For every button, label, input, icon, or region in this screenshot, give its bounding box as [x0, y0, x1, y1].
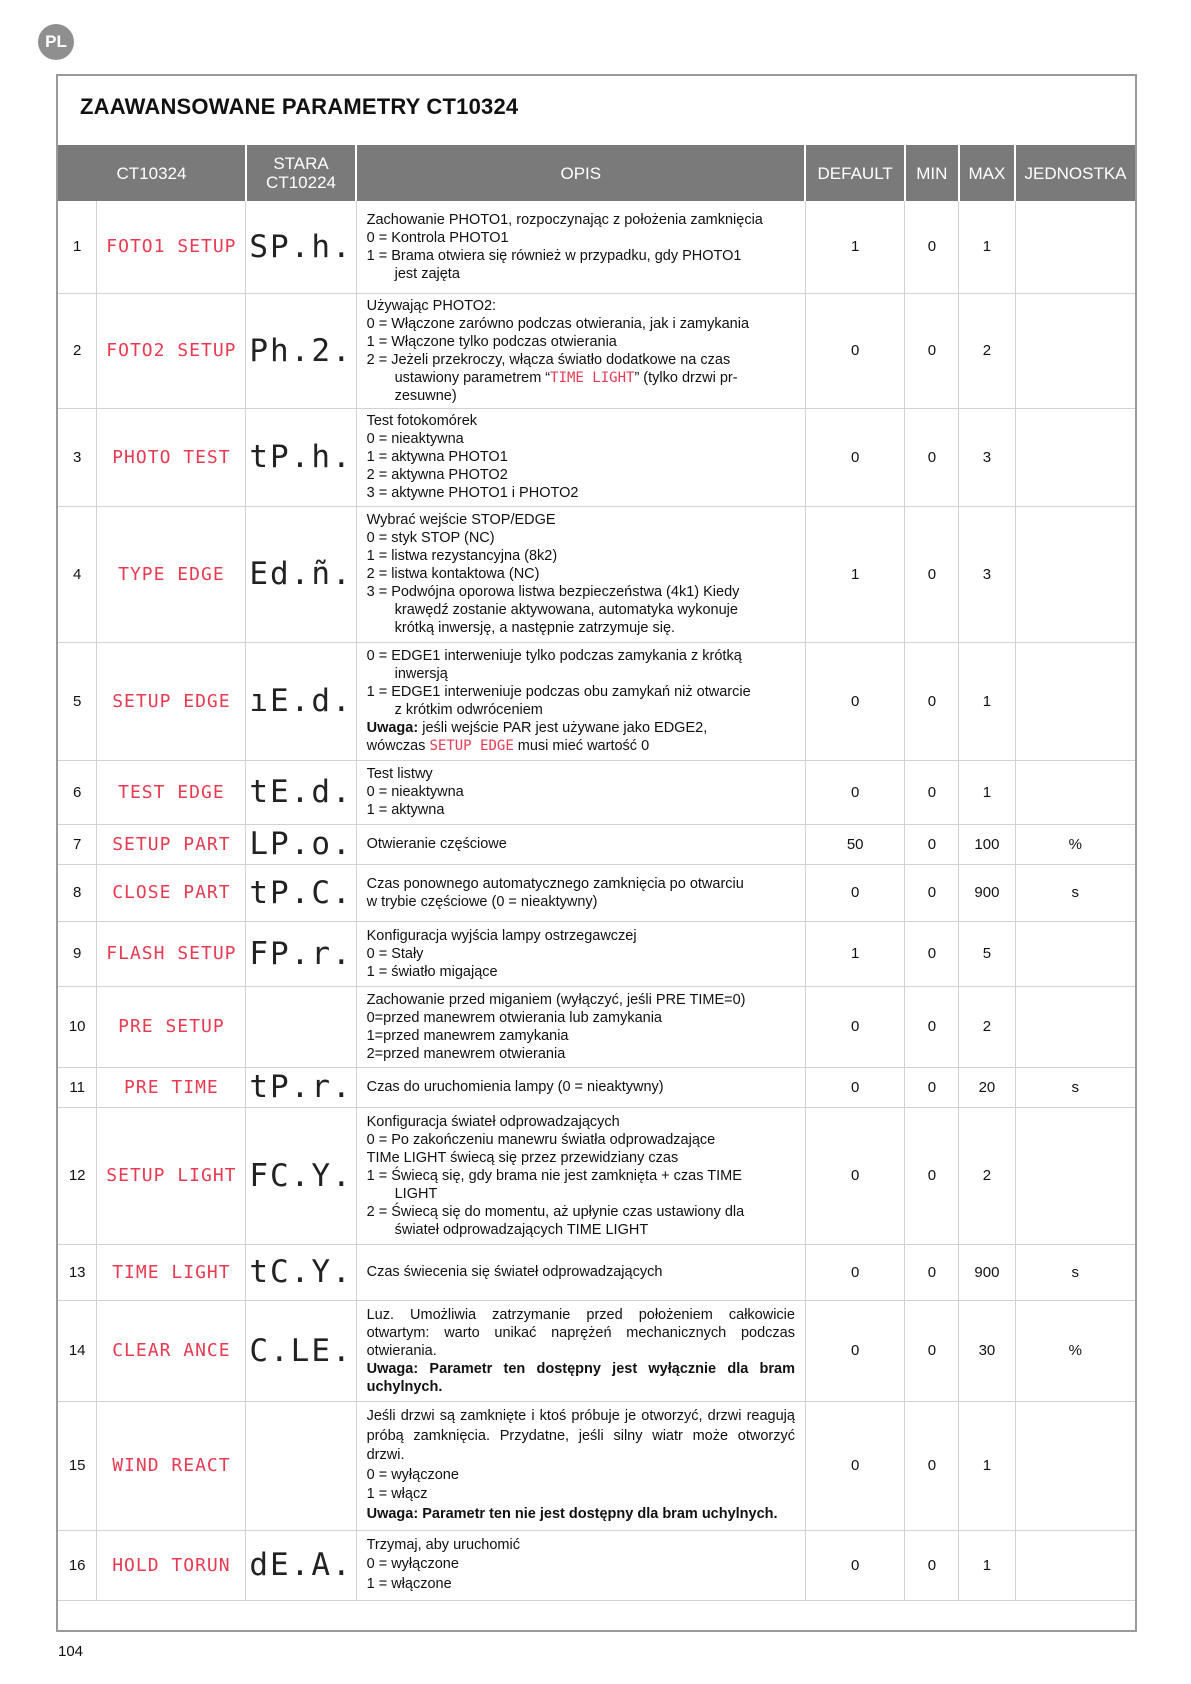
page-title: ZAAWANSOWANE PARAMETRY CT10324 [80, 94, 519, 119]
header-min: MIN [905, 145, 959, 201]
max-value: 1 [959, 1530, 1015, 1600]
max-value: 900 [959, 864, 1015, 921]
old-code: C.LE. [246, 1300, 356, 1401]
description: Trzymaj, aby uruchomić 0 = wyłączone 1 = włączone [356, 1530, 805, 1600]
old-code: Ed.ñ. [246, 506, 356, 642]
display-code: WIND REACT [97, 1401, 246, 1530]
unit-value [1015, 293, 1135, 408]
old-code: FC.Y. [246, 1107, 356, 1244]
row-number: 11 [58, 1067, 97, 1107]
max-value: 5 [959, 921, 1015, 986]
max-value: 2 [959, 986, 1015, 1067]
language-badge: PL [38, 24, 74, 60]
min-value: 0 [905, 760, 959, 824]
display-code: PHOTO TEST [97, 408, 246, 506]
display-code: TEST EDGE [97, 760, 246, 824]
unit-value [1015, 1401, 1135, 1530]
default-value: 0 [805, 293, 904, 408]
display-code: HOLD TORUN [97, 1530, 246, 1600]
default-value: 0 [805, 1300, 904, 1401]
header-default: DEFAULT [805, 145, 904, 201]
old-code: SP.h. [246, 201, 356, 293]
min-value: 0 [905, 986, 959, 1067]
max-value: 900 [959, 1244, 1015, 1300]
parameters-table [58, 145, 1135, 1601]
min-value: 0 [905, 201, 959, 293]
min-value: 0 [905, 921, 959, 986]
table-row [58, 408, 1135, 506]
row-number: 12 [58, 1107, 97, 1244]
display-code: TYPE EDGE [97, 506, 246, 642]
table-row [58, 642, 1135, 760]
default-value: 1 [805, 506, 904, 642]
unit-value [1015, 760, 1135, 824]
max-value: 1 [959, 760, 1015, 824]
table-row [58, 864, 1135, 921]
table-row [58, 1107, 1135, 1244]
parameters-frame [56, 74, 1137, 1632]
default-value: 50 [805, 824, 904, 864]
old-code: LP.o. [246, 824, 356, 864]
description: Czas ponownego automatycznego zamknięcia po otwarciu w trybie częściowe (0 = nieaktywny) [356, 864, 805, 921]
old-code: tC.Y. [246, 1244, 356, 1300]
old-code: tP.h. [246, 408, 356, 506]
table-header [58, 145, 1135, 201]
table-row [58, 1300, 1135, 1401]
row-number: 14 [58, 1300, 97, 1401]
unit-value: % [1015, 1300, 1135, 1401]
description: Czas do uruchomienia lampy (0 = nieaktywny) [356, 1067, 805, 1107]
unit-value [1015, 506, 1135, 642]
display-code: SETUP LIGHT [97, 1107, 246, 1244]
header-old-ct10224: STARA CT10224 [246, 145, 356, 201]
description: Czas świecenia się świateł odprowadzających [356, 1244, 805, 1300]
unit-value: s [1015, 1244, 1135, 1300]
description: Jeśli drzwi są zamknięte i ktoś próbuje je otworzyć, drzwi reagują próbą zamknięcia. Przydatne, jeśli silny wiatr może otworzyć drzwi. 0 = wyłączone 1 = włącz Uwaga: Parametr ten nie jest dostępny dla bram uchylnych. [356, 1401, 805, 1530]
description: Otwieranie częściowe [356, 824, 805, 864]
default-value: 0 [805, 1530, 904, 1600]
max-value: 1 [959, 1401, 1015, 1530]
default-value: 0 [805, 1067, 904, 1107]
display-code: PRE TIME [97, 1067, 246, 1107]
unit-value [1015, 201, 1135, 293]
unit-value [1015, 1107, 1135, 1244]
description: Test fotokomórek 0 = nieaktywna 1 = aktywna PHOTO1 2 = aktywna PHOTO2 3 = aktywne PHOTO1 i PHOTO2 [356, 408, 805, 506]
row-number: 16 [58, 1530, 97, 1600]
row-number: 9 [58, 921, 97, 986]
default-value: 0 [805, 408, 904, 506]
row-number: 6 [58, 760, 97, 824]
min-value: 0 [905, 1530, 959, 1600]
unit-value: s [1015, 1067, 1135, 1107]
unit-value [1015, 408, 1135, 506]
row-number: 2 [58, 293, 97, 408]
description: Test listwy 0 = nieaktywna 1 = aktywna [356, 760, 805, 824]
default-value: 0 [805, 1107, 904, 1244]
table-row [58, 506, 1135, 642]
max-value: 1 [959, 642, 1015, 760]
min-value: 0 [905, 864, 959, 921]
display-code: CLEAR ANCE [97, 1300, 246, 1401]
table-row [58, 1244, 1135, 1300]
default-value: 0 [805, 642, 904, 760]
min-value: 0 [905, 1107, 959, 1244]
min-value: 0 [905, 1401, 959, 1530]
page-number: 104 [58, 1643, 84, 1660]
display-code: PRE SETUP [97, 986, 246, 1067]
table-row [58, 1401, 1135, 1530]
max-value: 3 [959, 408, 1015, 506]
table-row [58, 201, 1135, 293]
unit-value [1015, 642, 1135, 760]
old-code: dE.A. [246, 1530, 356, 1600]
min-value: 0 [905, 408, 959, 506]
description: Zachowanie PHOTO1, rozpoczynając z położenia zamknięcia 0 = Kontrola PHOTO1 1 = Brama otwiera się również w przypadku, gdy PHOTO1 jest zajęta [356, 201, 805, 293]
default-value: 0 [805, 986, 904, 1067]
header-description: OPIS [356, 145, 805, 201]
unit-value: s [1015, 864, 1135, 921]
header-ct10324: CT10324 [58, 145, 246, 201]
default-value: 0 [805, 760, 904, 824]
display-code: FOTO2 SETUP [97, 293, 246, 408]
row-number: 10 [58, 986, 97, 1067]
max-value: 30 [959, 1300, 1015, 1401]
row-number: 5 [58, 642, 97, 760]
display-code: FLASH SETUP [97, 921, 246, 986]
min-value: 0 [905, 824, 959, 864]
description: Konfiguracja wyjścia lampy ostrzegawczej 0 = Stały 1 = światło migające [356, 921, 805, 986]
default-value: 0 [805, 1244, 904, 1300]
row-number: 13 [58, 1244, 97, 1300]
max-value: 2 [959, 293, 1015, 408]
table-row [58, 293, 1135, 408]
table-row [58, 824, 1135, 864]
row-number: 1 [58, 201, 97, 293]
description: Luz. Umożliwia zatrzymanie przed położeniem całkowicie otwartym: warto unikać naprężeń mechanicznych podczas otwierania. Uwaga: Parametr ten dostępny jest wyłącznie dla bram uchylnych. [356, 1300, 805, 1401]
description: Używając PHOTO2: 0 = Włączone zarówno podczas otwierania, jak i zamykania 1 = Włączone tylko podczas otwierania 2 = Jeżeli przekroczy, włącza światło dodatkowe na czas ustawiony parametrem “TIME LIGHT” (tylko drzwi pr- zesuwne) [356, 293, 805, 408]
min-value: 0 [905, 642, 959, 760]
old-code: tP.C. [246, 864, 356, 921]
old-code [246, 986, 356, 1067]
min-value: 0 [905, 293, 959, 408]
display-code: SETUP PART [97, 824, 246, 864]
header-unit: JEDNOSTKA [1015, 145, 1135, 201]
table-row [58, 921, 1135, 986]
old-code: Ph.2. [246, 293, 356, 408]
default-value: 1 [805, 921, 904, 986]
old-code: ıE.d. [246, 642, 356, 760]
max-value: 20 [959, 1067, 1015, 1107]
row-number: 8 [58, 864, 97, 921]
row-number: 15 [58, 1401, 97, 1530]
table-row [58, 986, 1135, 1067]
unit-value: % [1015, 824, 1135, 864]
old-code [246, 1401, 356, 1530]
old-code: tE.d. [246, 760, 356, 824]
min-value: 0 [905, 1300, 959, 1401]
unit-value [1015, 921, 1135, 986]
default-value: 0 [805, 1401, 904, 1530]
display-code: CLOSE PART [97, 864, 246, 921]
min-value: 0 [905, 1067, 959, 1107]
description: 0 = EDGE1 interweniuje tylko podczas zamykania z krótką inwersją 1 = EDGE1 interweniuje podczas obu zamykań niż otwarcie z krótkim odwróceniem Uwaga: jeśli wejście PAR jest używane jako EDGE2, wówczas SETUP EDGE musi mieć wartość 0 [356, 642, 805, 760]
old-code: FP.r. [246, 921, 356, 986]
table-row [58, 760, 1135, 824]
description: Zachowanie przed miganiem (wyłączyć, jeśli PRE TIME=0) 0=przed manewrem otwierania lub zamykania 1=przed manewrem zamykania 2=przed manewrem otwierania [356, 986, 805, 1067]
row-number: 3 [58, 408, 97, 506]
max-value: 3 [959, 506, 1015, 642]
max-value: 2 [959, 1107, 1015, 1244]
default-value: 1 [805, 201, 904, 293]
header-max: MAX [959, 145, 1015, 201]
display-code: SETUP EDGE [97, 642, 246, 760]
row-number: 7 [58, 824, 97, 864]
max-value: 100 [959, 824, 1015, 864]
default-value: 0 [805, 864, 904, 921]
description: Konfiguracja świateł odprowadzających 0 = Po zakończeniu manewru światła odprowadzające TIMe LIGHT świecą się przez przewidziany czas 1 = Świecą się, gdy brama nie jest zamknięta + czas TIME LIGHT 2 = Świecą się do momentu, aż upłynie czas ustawiony dla świateł odprowadzających TIME LIGHT [356, 1107, 805, 1244]
unit-value [1015, 1530, 1135, 1600]
description: Wybrać wejście STOP/EDGE 0 = styk STOP (NC) 1 = listwa rezystancyjna (8k2) 2 = listwa kontaktowa (NC) 3 = Podwójna oporowa listwa bezpieczeństwa (4k1) Kiedy krawędź zostanie aktywowana, automatyka wykonuje krótką inwersję, a następnie zatrzymuje się. [356, 506, 805, 642]
row-number: 4 [58, 506, 97, 642]
max-value: 1 [959, 201, 1015, 293]
table-row [58, 1067, 1135, 1107]
min-value: 0 [905, 1244, 959, 1300]
old-code: tP.r. [246, 1067, 356, 1107]
min-value: 0 [905, 506, 959, 642]
unit-value [1015, 986, 1135, 1067]
display-code: FOTO1 SETUP [97, 201, 246, 293]
display-code: TIME LIGHT [97, 1244, 246, 1300]
table-row [58, 1530, 1135, 1600]
